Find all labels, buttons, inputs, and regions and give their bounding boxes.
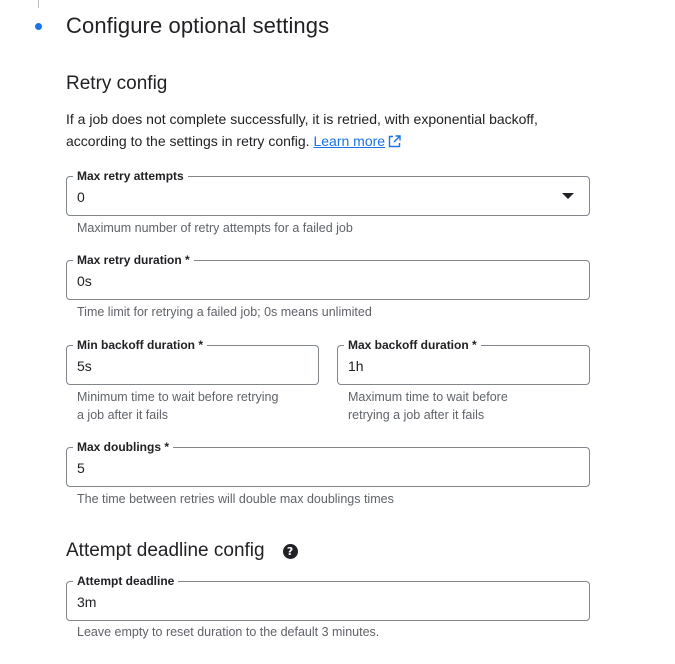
max-backoff-duration-field[interactable] bbox=[337, 338, 590, 385]
max-doublings-field[interactable] bbox=[66, 440, 590, 487]
attempt-deadline-value: 3m bbox=[77, 594, 97, 610]
min-backoff-duration-label: Min backoff duration * bbox=[73, 337, 207, 353]
attempt-deadline-field[interactable] bbox=[66, 574, 590, 621]
learn-more-label: Learn more bbox=[313, 133, 386, 149]
max-retry-duration-label: Max retry duration * bbox=[73, 252, 194, 268]
retry-config-title: Retry config bbox=[66, 73, 168, 94]
max-retry-duration-value: 0s bbox=[77, 273, 92, 289]
max-doublings-value: 5 bbox=[77, 460, 85, 476]
retry-description-text: If a job does not complete successfully, it is retried, with exponential backoff, according to the settings in retry config. bbox=[66, 111, 538, 149]
max-backoff-duration-label: Max backoff duration * bbox=[344, 337, 481, 353]
min-backoff-duration-hint bbox=[77, 388, 278, 424]
max-retry-duration-field[interactable] bbox=[66, 253, 590, 300]
attempt-deadline-hint: Leave empty to reset duration to the default 3 minutes. bbox=[77, 625, 380, 639]
retry-config-description bbox=[66, 108, 586, 152]
min-backoff-hint-line-1: Minimum time to wait before retrying bbox=[77, 390, 279, 404]
max-backoff-hint-line-2: retrying a job after it fails bbox=[348, 408, 485, 422]
learn-more-link[interactable] bbox=[313, 133, 401, 149]
max-backoff-duration-hint bbox=[348, 388, 508, 424]
attempt-deadline-config-title bbox=[66, 540, 298, 562]
max-doublings-hint: The time between retries will double max doublings times bbox=[77, 492, 394, 506]
max-backoff-hint-line-1: Maximum time to wait before bbox=[348, 390, 508, 404]
min-backoff-hint-line-2: a job after it fails bbox=[77, 408, 169, 422]
stepper-connector-line bbox=[38, 0, 39, 8]
max-backoff-duration-value: 1h bbox=[348, 358, 364, 374]
attempt-deadline-config-title-text: Attempt deadline config bbox=[66, 540, 265, 561]
max-retry-attempts-value: 0 bbox=[77, 189, 85, 205]
attempt-deadline-label: Attempt deadline bbox=[73, 573, 178, 589]
max-retry-attempts-select[interactable] bbox=[66, 169, 590, 216]
max-retry-duration-hint: Time limit for retrying a failed job; 0s means unlimited bbox=[77, 305, 372, 319]
help-icon[interactable]: ? bbox=[283, 544, 298, 559]
min-backoff-duration-value: 5s bbox=[77, 358, 92, 374]
step-indicator-dot bbox=[35, 23, 42, 30]
page-title: Configure optional settings bbox=[66, 13, 330, 38]
max-doublings-label: Max doublings * bbox=[73, 439, 173, 455]
dropdown-arrow-icon bbox=[562, 193, 574, 199]
external-link-icon bbox=[388, 135, 401, 148]
max-retry-attempts-label: Max retry attempts bbox=[73, 168, 188, 184]
min-backoff-duration-field[interactable] bbox=[66, 338, 319, 385]
max-retry-attempts-hint: Maximum number of retry attempts for a failed job bbox=[77, 221, 353, 235]
